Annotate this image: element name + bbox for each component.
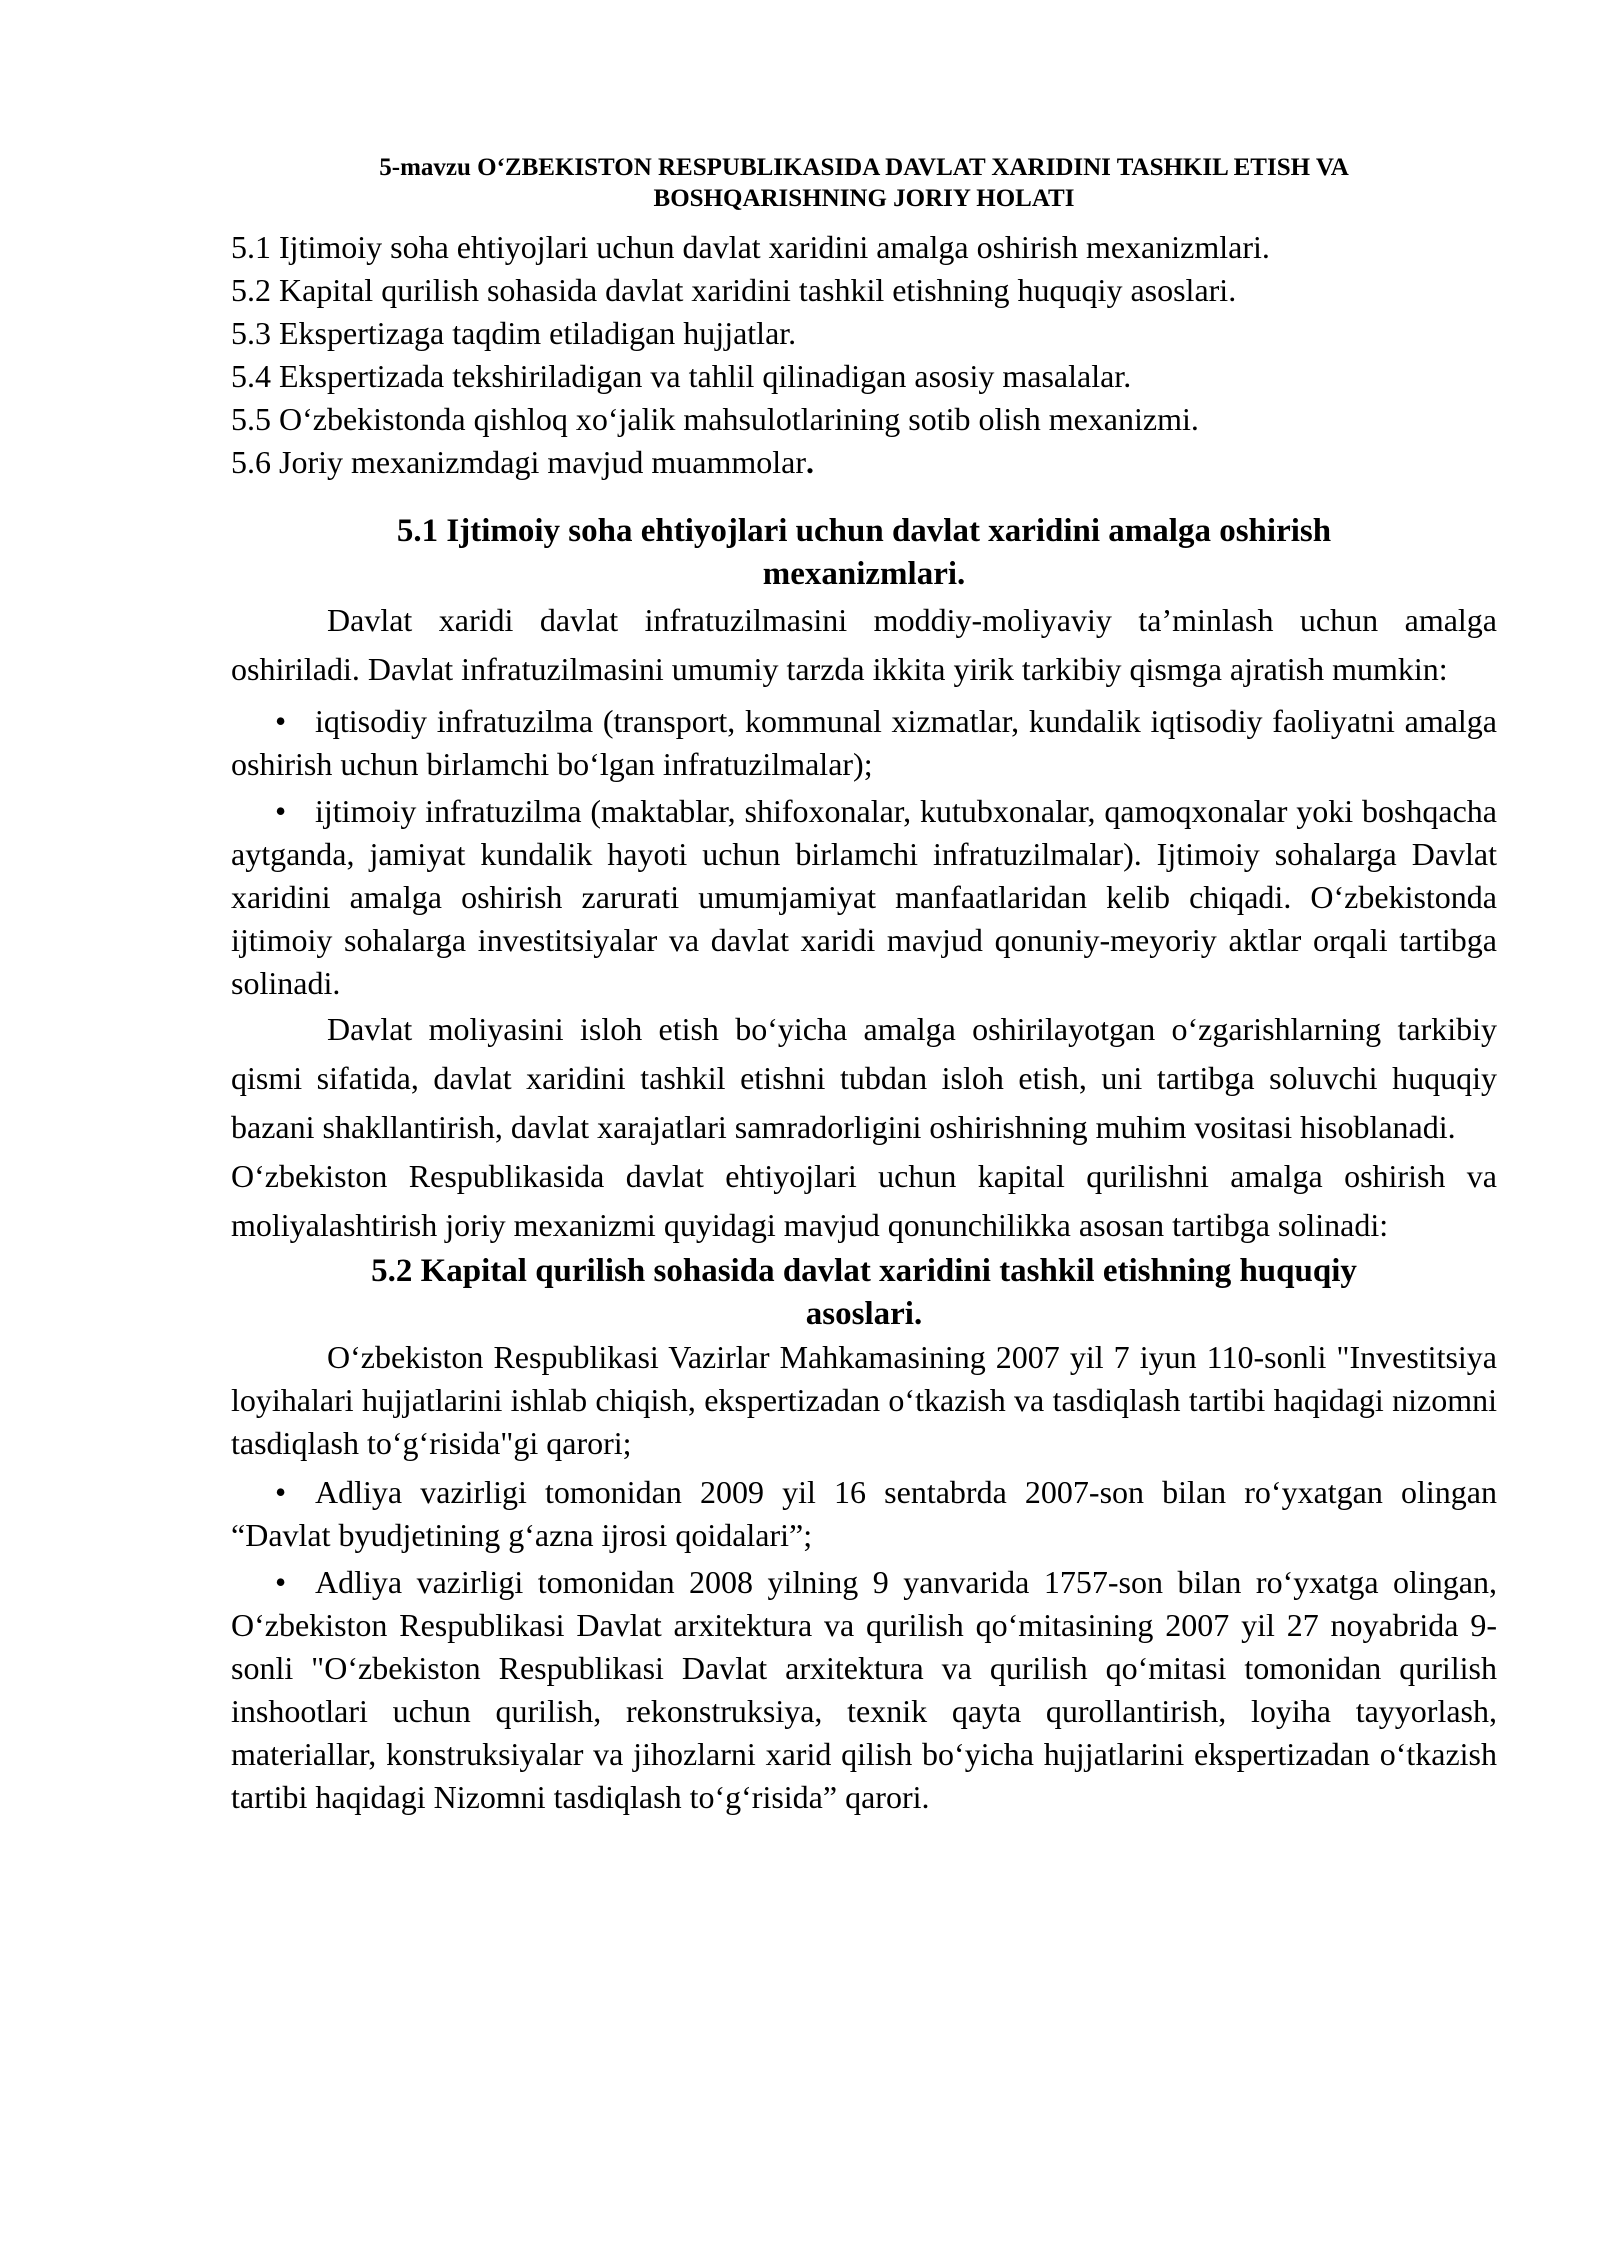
section-2-paragraph-1: O‘zbekiston Respublikasi Vazirlar Mahkamasining 2007 yil 7 iyun 110-sonli "Investitsiya loyihalari hujjatlarini ishlab chiqish, ekspertizadan o‘tkazish va tasdiqlash tartibi haqidagi nizomni tasdiqlash to‘g‘risida"gi qarori; [231,1339,1497,1461]
bullet-item [231,700,1497,786]
section-2-heading [231,1250,1497,1336]
toc-item-last [231,441,1497,484]
section-1-paragraph-1: Davlat xaridi davlat infratuzilmasini moddiy-moliyaviy ta’minlash uchun amalga oshiriladi. Davlat infratuzilmasini umumiy tarzda ikkita yirik tarkibiy qismga ajratish mumkin: [231,602,1497,687]
bullet-mark: • [275,1474,287,1510]
bullet-text: Adliya vazirligi tomonidan 2008 yilning 9 yanvarida 1757-son bilan ro‘yxatga olingan, O‘zbekiston Respublikasi Davlat arxitektura va qurilish qo‘mitasining 2007 yil 27 noyabrida 9-sonli "O‘zbekiston Respublikasi Davlat arxitektura va qurilish qo‘mitasi tomonidan qurilish inshootlari uchun qurilish, rekonstruksiya, texnik qayta qurollantirish, loyiha tayyorlash, materiallar, konstruksiyalar va jihozlarni xarid qilish bo‘yicha hujjatlarini ekspertizadan o‘tkazish tartibi haqidagi Nizomni tasdiqlash to‘g‘risida” qarori. [231,1564,1497,1815]
section-1-heading-line-2: mexanizmlari. [762,556,966,592]
toc-item: 5.3 Ekspertizaga taqdim etiladigan hujjatlar. [231,315,797,351]
bullet-item [231,1471,1497,1557]
bullet-mark: • [275,793,287,829]
section-1-heading-line-1: 5.1 Ijtimoiy soha ehtiyojlari uchun davlat xaridini amalga oshirish [396,513,1332,549]
bullet-mark: • [275,1564,287,1600]
section-2-heading-line-2: asoslari. [805,1296,923,1332]
toc-item: 5.4 Ekspertizada tekshiriladigan va tahlil qilinadigan asosiy masalalar. [231,358,1132,394]
toc-item: 5.2 Kapital qurilish sohasida davlat xaridini tashkil etishning huquqiy asoslari. [231,272,1237,308]
toc-item: 5.5 O‘zbekistonda qishloq xo‘jalik mahsulotlarining sotib olish mexanizmi. [231,401,1199,437]
table-of-contents [231,226,1497,484]
section-1-paragraph-3: O‘zbekiston Respublikasida davlat ehtiyojlari uchun kapital qurilishni amalga oshirish va moliyalashtirish joriy mexanizmi quyidagi mavjud qonunchilikka asosan tartibga solinadi: [231,1158,1497,1243]
toc-item-dot: . [805,444,814,480]
section-1-heading [231,510,1497,596]
document-content [231,152,1497,1819]
section-1-paragraph-2: Davlat moliyasini isloh etish bo‘yicha amalga oshirilayotgan o‘zgarishlarning tarkibiy qismi sifatida, davlat xaridini tashkil etishni tubdan isloh etish, uni tartibga soluvchi huquqiy bazani shakllantirish, davlat xarajatlari samradorligini oshirishning muhim vositasi hisoblanadi. [231,1011,1497,1145]
section-2-heading-line-1: 5.2 Kapital qurilish sohasida davlat xaridini tashkil etishning huquqiy [371,1253,1357,1289]
toc-item-text: 5.6 Joriy mexanizmdagi mavjud muammolar [231,444,806,480]
document-title-line-2: BOSHQARISHNING JORIY HOLATI [653,185,1075,212]
bullet-text: Adliya vazirligi tomonidan 2009 yil 16 sentabrda 2007-son bilan ro‘yxatgan olingan “Davlat byudjetining g‘azna ijrosi qoidalari”; [231,1474,1497,1553]
bullet-text: ijtimoiy infratuzilma (maktablar, shifoxonalar, kutubxonalar, qamoqxonalar yoki boshqacha aytganda, jamiyat kundalik hayoti uchun birlamchi infratuzilmalar). Ijtimoiy sohalarga Davlat xaridini amalga oshirish zarurati umumjamiyat manfaatlaridan kelib chiqadi. O‘zbekistonda ijtimoiy sohalarga investitsiyalar va davlat xaridi mavjud qonuniy-meyoriy aktlar orqali tartibga solinadi. [231,793,1497,1001]
bullet-item [231,790,1497,1005]
toc-item: 5.1 Ijtimoiy soha ehtiyojlari uchun davlat xaridini amalga oshirish mexanizmlari. [231,229,1270,265]
document-title-line-1: 5-mavzu O‘ZBEKISTON RESPUBLIKASIDA DAVLAT XARIDINI TASHKIL ETISH VA [379,154,1349,181]
bullet-mark: • [275,703,287,739]
bullet-text: iqtisodiy infratuzilma (transport, kommunal xizmatlar, kundalik iqtisodiy faoliyatni amalga oshirish uchun birlamchi bo‘lgan infratuzilmalar); [231,703,1497,782]
document-title [231,152,1497,214]
bullet-item [231,1561,1497,1819]
